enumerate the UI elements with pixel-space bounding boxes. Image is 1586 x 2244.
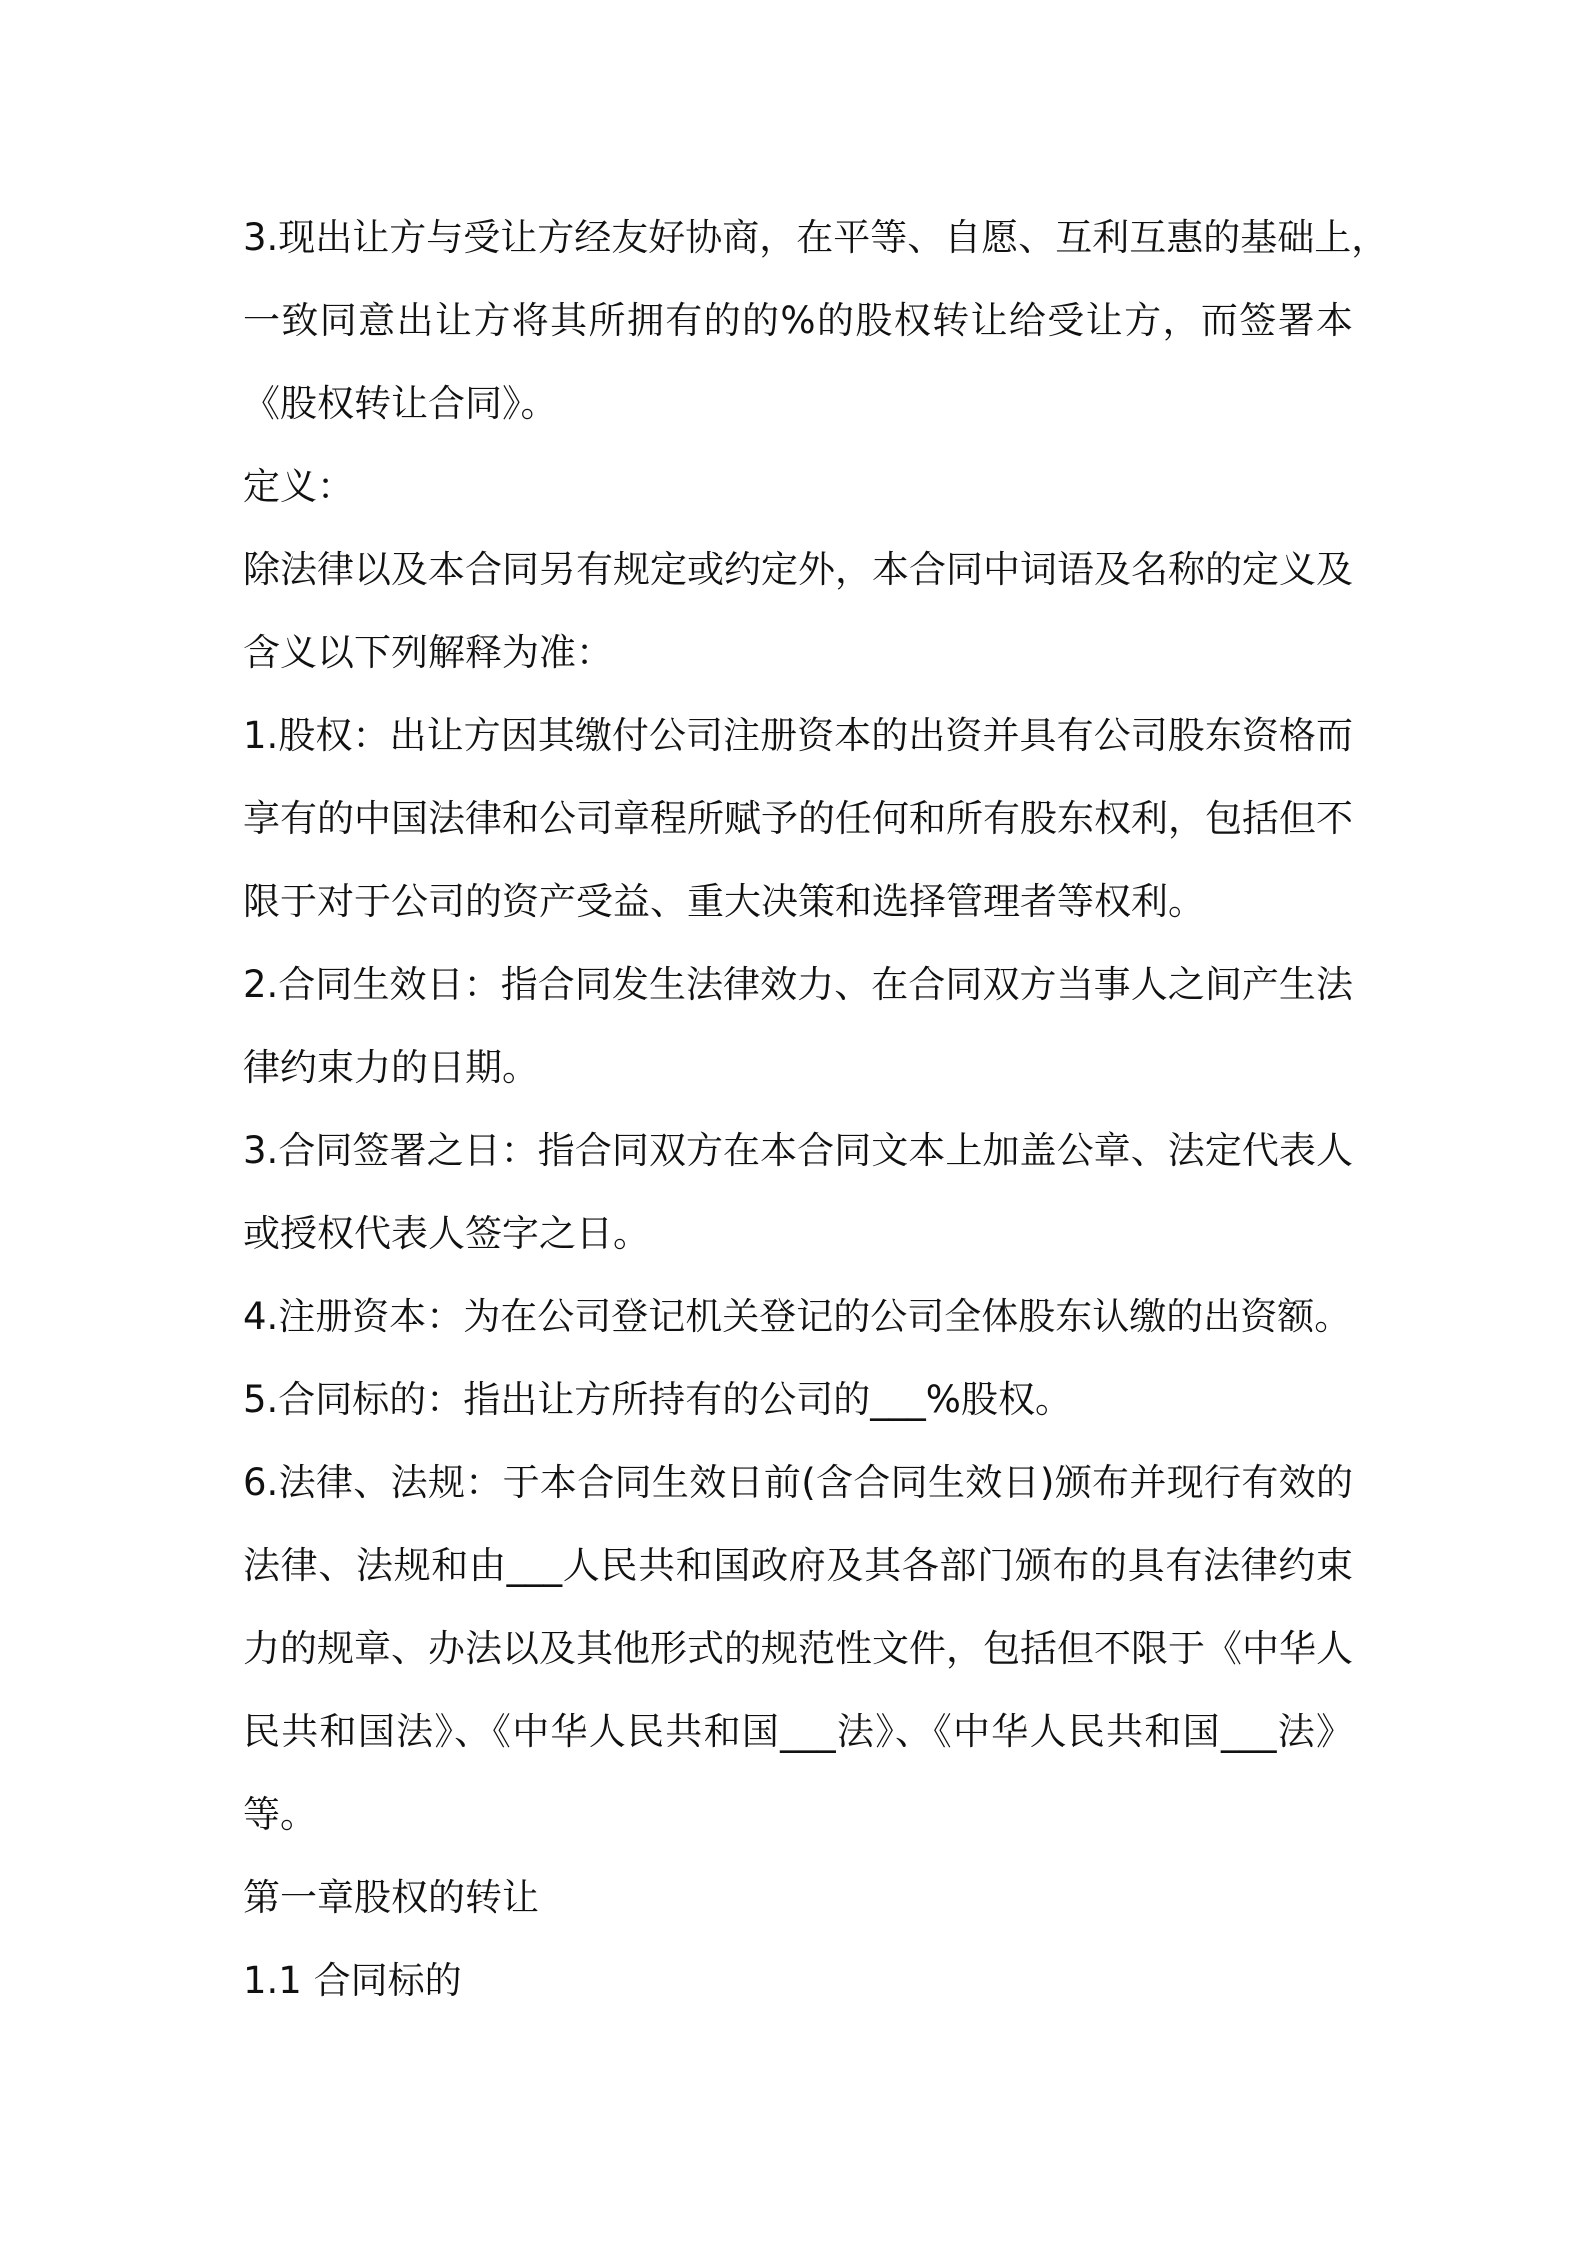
text-line: 6.法律、法规：于本合同生效日前(含合同生效日)颁布并现行有效的 <box>243 1461 1353 1504</box>
text-line: 或授权代表人签字之日。 <box>243 1212 650 1255</box>
text-line: 除法律以及本合同另有规定或约定外，本合同中词语及名称的定义及 <box>243 548 1353 591</box>
text-line: 1.股权：出让方因其缴付公司注册资本的出资并具有公司股东资格而 <box>243 714 1353 757</box>
definition-item-signing-date <box>243 1109 1353 1275</box>
text-line: 限于对于公司的资产受益、重大决策和选择管理者等权利。 <box>243 880 1205 923</box>
definition-item-registered-capital <box>243 1275 1353 1358</box>
definitions-heading <box>243 445 1353 528</box>
document-body <box>243 196 1389 2022</box>
paragraph-definitions-intro <box>243 528 1353 694</box>
paragraph-intro <box>243 196 1389 445</box>
chapter-heading <box>243 1856 1353 1939</box>
text-line: 5.合同标的：指出让方所持有的公司的___%股权。 <box>243 1378 1072 1421</box>
text-line: 法律、法规和由___人民共和国政府及其各部门颁布的具有法律约束 <box>243 1544 1353 1587</box>
definition-item-subject-matter <box>243 1358 1353 1441</box>
text-line: 一致同意出让方将其所拥有的的%的股权转让给受让方，而签署本 <box>243 299 1353 342</box>
definition-item-equity <box>243 694 1353 943</box>
definition-item-effective-date <box>243 943 1353 1109</box>
text-line: 第一章股权的转让 <box>243 1876 539 1919</box>
text-line: 享有的中国法律和公司章程所赋予的任何和所有股东权利，包括但不 <box>243 797 1353 840</box>
section-heading <box>243 1939 1353 2022</box>
text-line: 2.合同生效日：指合同发生法律效力、在合同双方当事人之间产生法 <box>243 963 1353 1006</box>
text-line: 律约束力的日期。 <box>243 1046 539 1089</box>
text-line: 4.注册资本：为在公司登记机关登记的公司全体股东认缴的出资额。 <box>243 1295 1352 1338</box>
text-line: 定义： <box>243 465 354 508</box>
text-line: 力的规章、办法以及其他形式的规范性文件，包括但不限于《中华人 <box>243 1627 1353 1670</box>
text-line: 1.1 合同标的 <box>243 1959 462 2002</box>
definition-item-laws <box>243 1441 1353 1856</box>
text-line: 等。 <box>243 1793 317 1836</box>
text-line: 3.合同签署之日：指合同双方在本合同文本上加盖公章、法定代表人 <box>243 1129 1353 1172</box>
text-line: 民共和国法》、《中华人民共和国___法》、《中华人民共和国___法》 <box>243 1710 1353 1753</box>
text-line: 3.现出让方与受让方经友好协商，在平等、自愿、互利互惠的基础上， <box>243 216 1389 259</box>
text-line: 《股权转让合同》。 <box>243 382 558 425</box>
text-line: 含义以下列解释为准： <box>243 631 613 674</box>
